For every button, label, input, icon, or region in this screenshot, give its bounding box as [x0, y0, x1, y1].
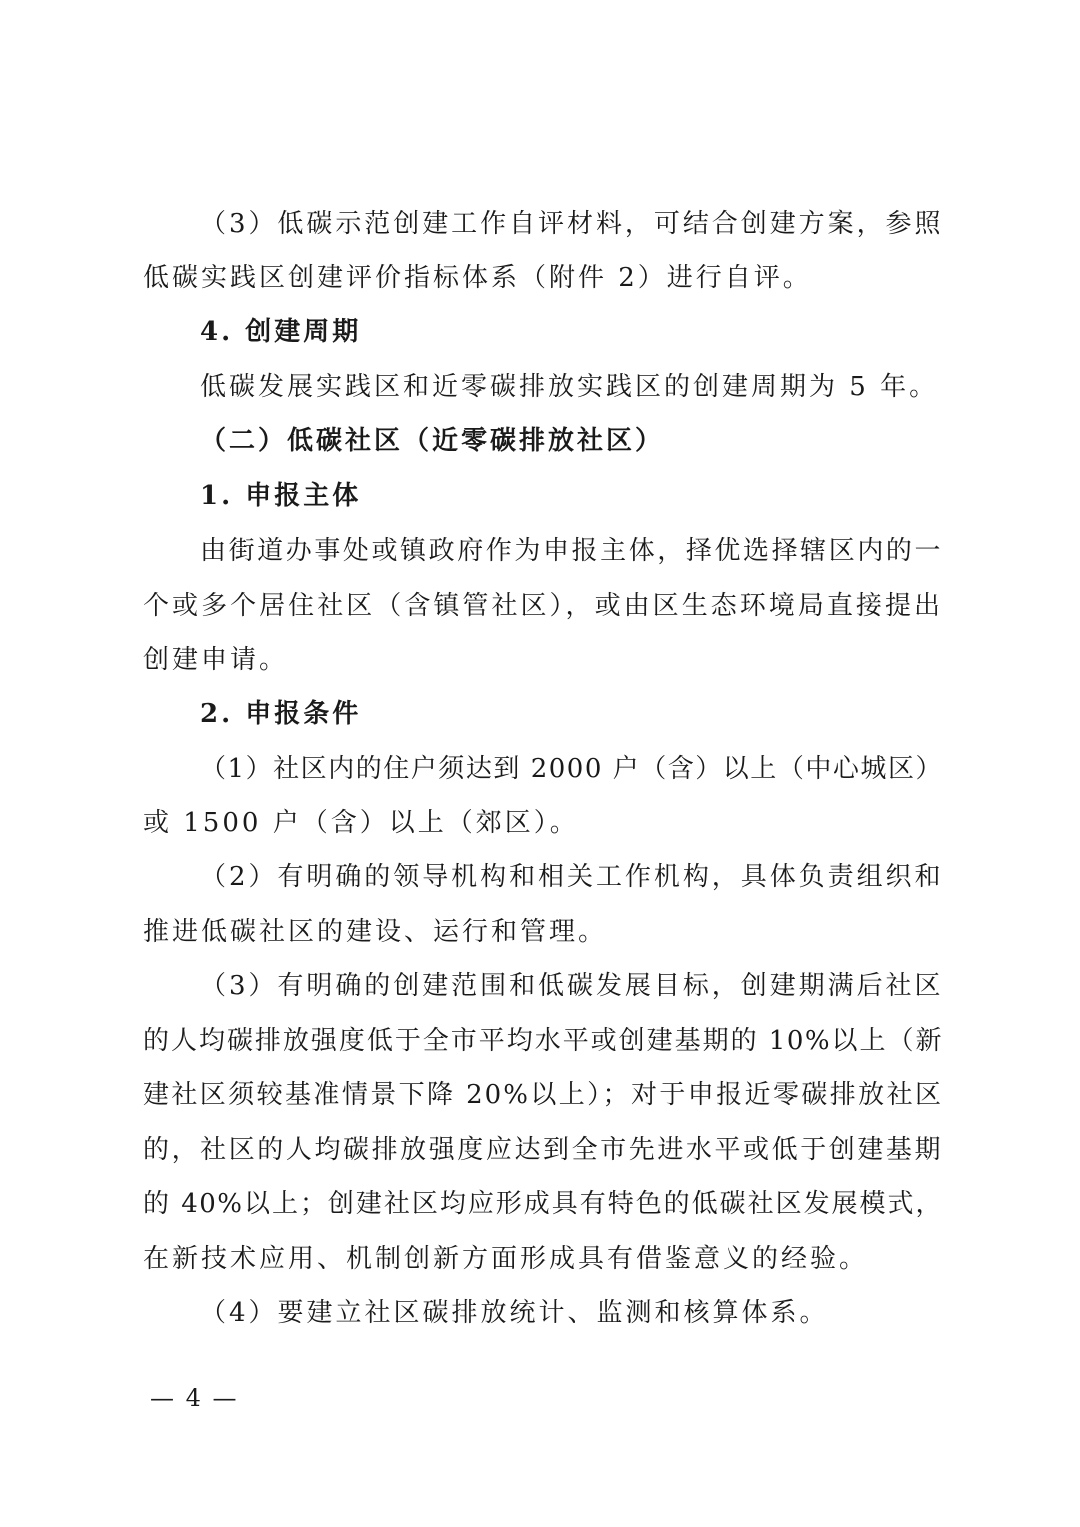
paragraph-line: 低碳发展实践区和近零碳排放实践区的创建周期为 5 年。 [200, 372, 939, 402]
paragraph-line: 的人均碳排放强度低于全市平均水平或创建基期的 10%以上（新 [143, 1026, 943, 1056]
paragraph-line: 由街道办事处或镇政府作为申报主体，择优选择辖区内的一 [200, 536, 943, 566]
section-heading: 2. 申报条件 [200, 699, 362, 729]
paragraph-line: （3）低碳示范创建工作自评材料，可结合创建方案，参照 [200, 209, 943, 239]
paragraph-line: 的，社区的人均碳排放强度应达到全市先进水平或低于创建基期 [143, 1135, 943, 1165]
paragraph-line: 建社区须较基准情景下降 20%以上）；对于申报近零碳排放社区 [143, 1080, 943, 1110]
section-heading: 4. 创建周期 [200, 317, 362, 347]
paragraph-line: 个或多个居住社区（含镇管社区），或由区生态环境局直接提出 [143, 591, 943, 621]
paragraph-line: （2）有明确的领导机构和相关工作机构，具体负责组织和 [200, 862, 943, 892]
paragraph-line: （1）社区内的住户须达到 2000 户（含）以上（中心城区） [200, 754, 943, 784]
section-heading: 1. 申报主体 [200, 481, 362, 511]
page-number: — 4 — [150, 1384, 239, 1412]
paragraph-line: 或 1500 户（含）以上（郊区）。 [143, 808, 579, 838]
section-heading: （二）低碳社区（近零碳排放社区） [200, 426, 665, 456]
paragraph-line: 低碳实践区创建评价指标体系（附件 2）进行自评。 [143, 263, 812, 293]
paragraph-line: （3）有明确的创建范围和低碳发展目标，创建期满后社区 [200, 971, 943, 1001]
paragraph-line: 创建申请。 [143, 645, 289, 675]
paragraph-line: 的 40%以上；创建社区均应形成具有特色的低碳社区发展模式， [143, 1189, 943, 1219]
paragraph-line: 推进低碳社区的建设、运行和管理。 [143, 917, 608, 947]
paragraph-line: （4）要建立社区碳排放统计、监测和核算体系。 [200, 1298, 829, 1328]
paragraph-line: 在新技术应用、机制创新方面形成具有借鉴意义的经验。 [143, 1244, 869, 1274]
